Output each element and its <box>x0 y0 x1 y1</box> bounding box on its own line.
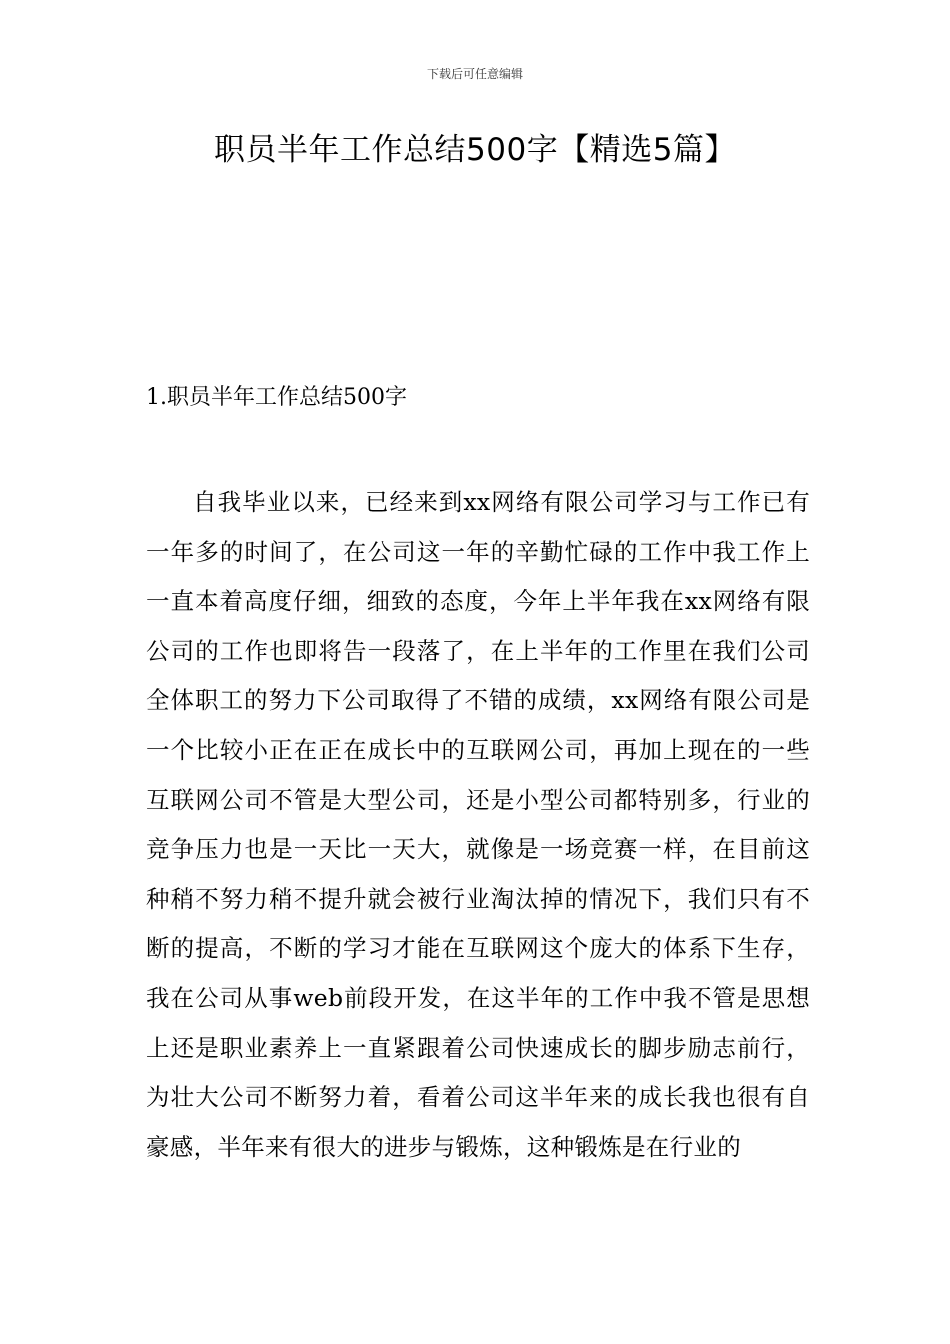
section-heading: 1.职员半年工作总结500字 <box>146 385 407 410</box>
body-paragraph: 自我毕业以来，已经来到xx网络有限公司学习与工作已有一年多的时间了，在公司这一年的辛勤忙碌的工作中我工作上一直本着高度仔细，细致的态度，今年上半年我在xx网络有限公司的工作也即将告一段落了，在上半年的工作里在我们公司全体职工的努力下公司取得了不错的成绩，xx网络有限公司是一个比较小正在正在成长中的互联网公司，再加上现在的一些互联网公司不管是大型公司，还是小型公司都特别多，行业的竞争压力也是一天比一天大，就像是一场竞赛一样，在目前这种稍不努力稍不提升就会被行业淘汰掉的情况下，我们只有不断的提高，不断的学习才能在互联网这个庞大的体系下生存，我在公司从事web前段开发，在这半年的工作中我不管是思想上还是职业素养上一直紧跟着公司快速成长的脚步励志前行，为壮大公司不断努力着，看着公司这半年来的成长我也很有自豪感，半年来有很大的进步与锻炼，这种锻炼是在行业的 <box>146 488 810 1161</box>
document-title: 职员半年工作总结500字【精选5篇】 <box>214 132 736 168</box>
header-note: 下载后可任意编辑 <box>426 67 523 81</box>
